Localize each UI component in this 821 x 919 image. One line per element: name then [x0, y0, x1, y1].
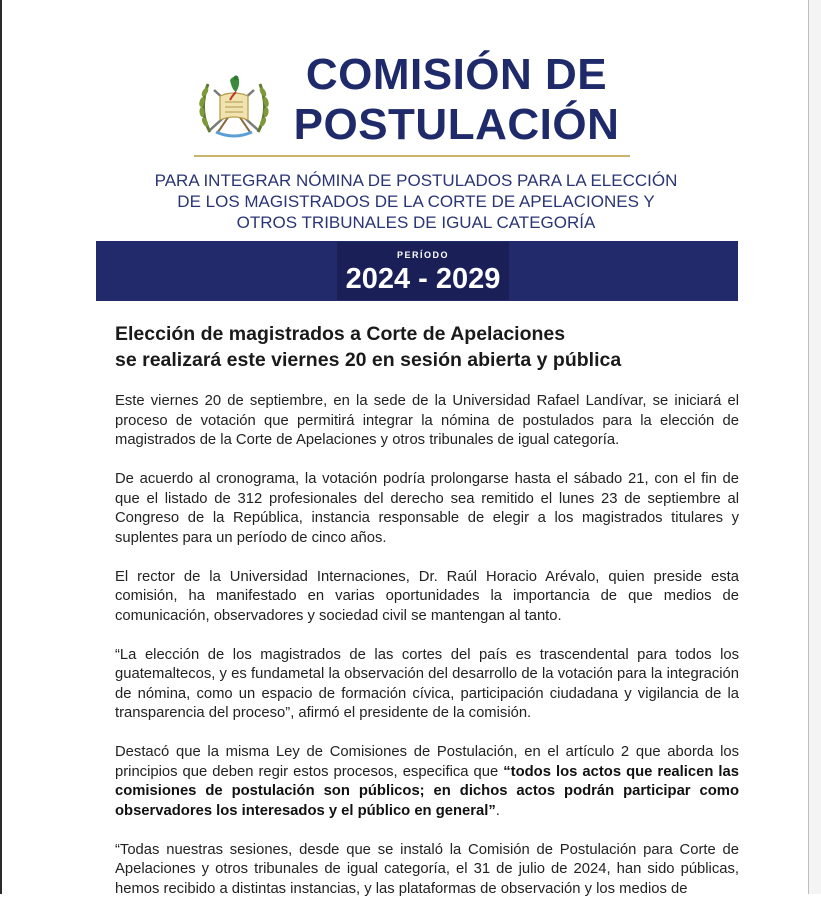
article-headline	[115, 321, 745, 373]
page-title	[284, 50, 629, 150]
headline-line: se realizará este viernes 20 en sesión abierta y pública	[115, 349, 622, 371]
subtitle-line: DE LOS MAGISTRADOS DE LA CORTE DE APELACIONES Y	[177, 192, 655, 211]
paragraph: “Todas nuestras sesiones, desde que se instaló la Comisión de Postulación para Corte de Apelaciones y otros tribunales de igual categoría, el 31 de julio de 2024, han sido públicas, hemos recibido a distintas instancias, y las plataformas de observación y los medios de	[115, 841, 739, 897]
subtitle-line: OTROS TRIBUNALES DE IGUAL CATEGORÍA	[236, 213, 596, 232]
title-line: POSTULACIÓN	[293, 100, 620, 149]
paragraph: De acuerdo al cronograma, la votación podría prolongarse hasta el sábado 21, con el fin de que el listado de 312 profesionales del derecho sea remitido el lunes 23 de septiembre al Congreso de la República, instancia responsable de elegir a los magistrados titulares y suplentes para un período de cinco años.	[115, 471, 739, 546]
paragraph: Este viernes 20 de septiembre, en la sede de la Universidad Rafael Landívar, se iniciará el proceso de votación que permitirá integrar la nómina de postulados para la elección de magistrados de la Corte de Apelaciones y otros tribunales de igual categoría.	[115, 393, 739, 448]
subtitle	[150, 170, 682, 233]
headline-line: Elección de magistrados a Corte de Apelaciones	[115, 323, 566, 345]
paragraph: El rector de la Universidad Internaciones, Dr. Raúl Horacio Arévalo, quien preside esta comisión, ha manifestado en varias oportunidades la importancia de que medios de comunicación, observadores y sociedad civil se mantengan al tanto.	[115, 568, 739, 624]
period-label: PERÍODO	[396, 250, 449, 260]
subtitle-line: PARA INTEGRAR NÓMINA DE POSTULADOS PARA LA ELECCIÓN	[154, 171, 678, 190]
paragraph	[115, 743, 739, 821]
scrollbar-track[interactable]	[809, 0, 821, 894]
article-body	[115, 392, 739, 919]
divider	[194, 155, 630, 157]
page-border	[0, 0, 2, 894]
paragraph: “La elección de los magistrados de las cortes del país es trascendental para todos los guatemaltecos, y es fundametal la observación del desarrollo de la votación para la integración de nómina, como un espacio de formación cívica, participación ciudadana y vigilancia de la transparencia del proceso”, afirmó el presidente de la comisión.	[115, 646, 739, 721]
paragraph-text: .	[495, 802, 500, 819]
title-line: COMISIÓN DE	[305, 50, 608, 99]
bold-quote: “todos los actos que realicen las comisiones de postulación son públicos; en dichos actos podrán participar como observadores los interesados y el público en general”	[115, 763, 739, 819]
period-years: 2024 - 2029	[345, 263, 501, 295]
paragraph-text: Destacó que la misma Ley de Comisiones de Postulación, en el artículo 2 que aborda los principios que deben regir estos procesos, especifica que	[115, 744, 739, 780]
guatemala-coat-of-arms-icon	[196, 70, 272, 142]
